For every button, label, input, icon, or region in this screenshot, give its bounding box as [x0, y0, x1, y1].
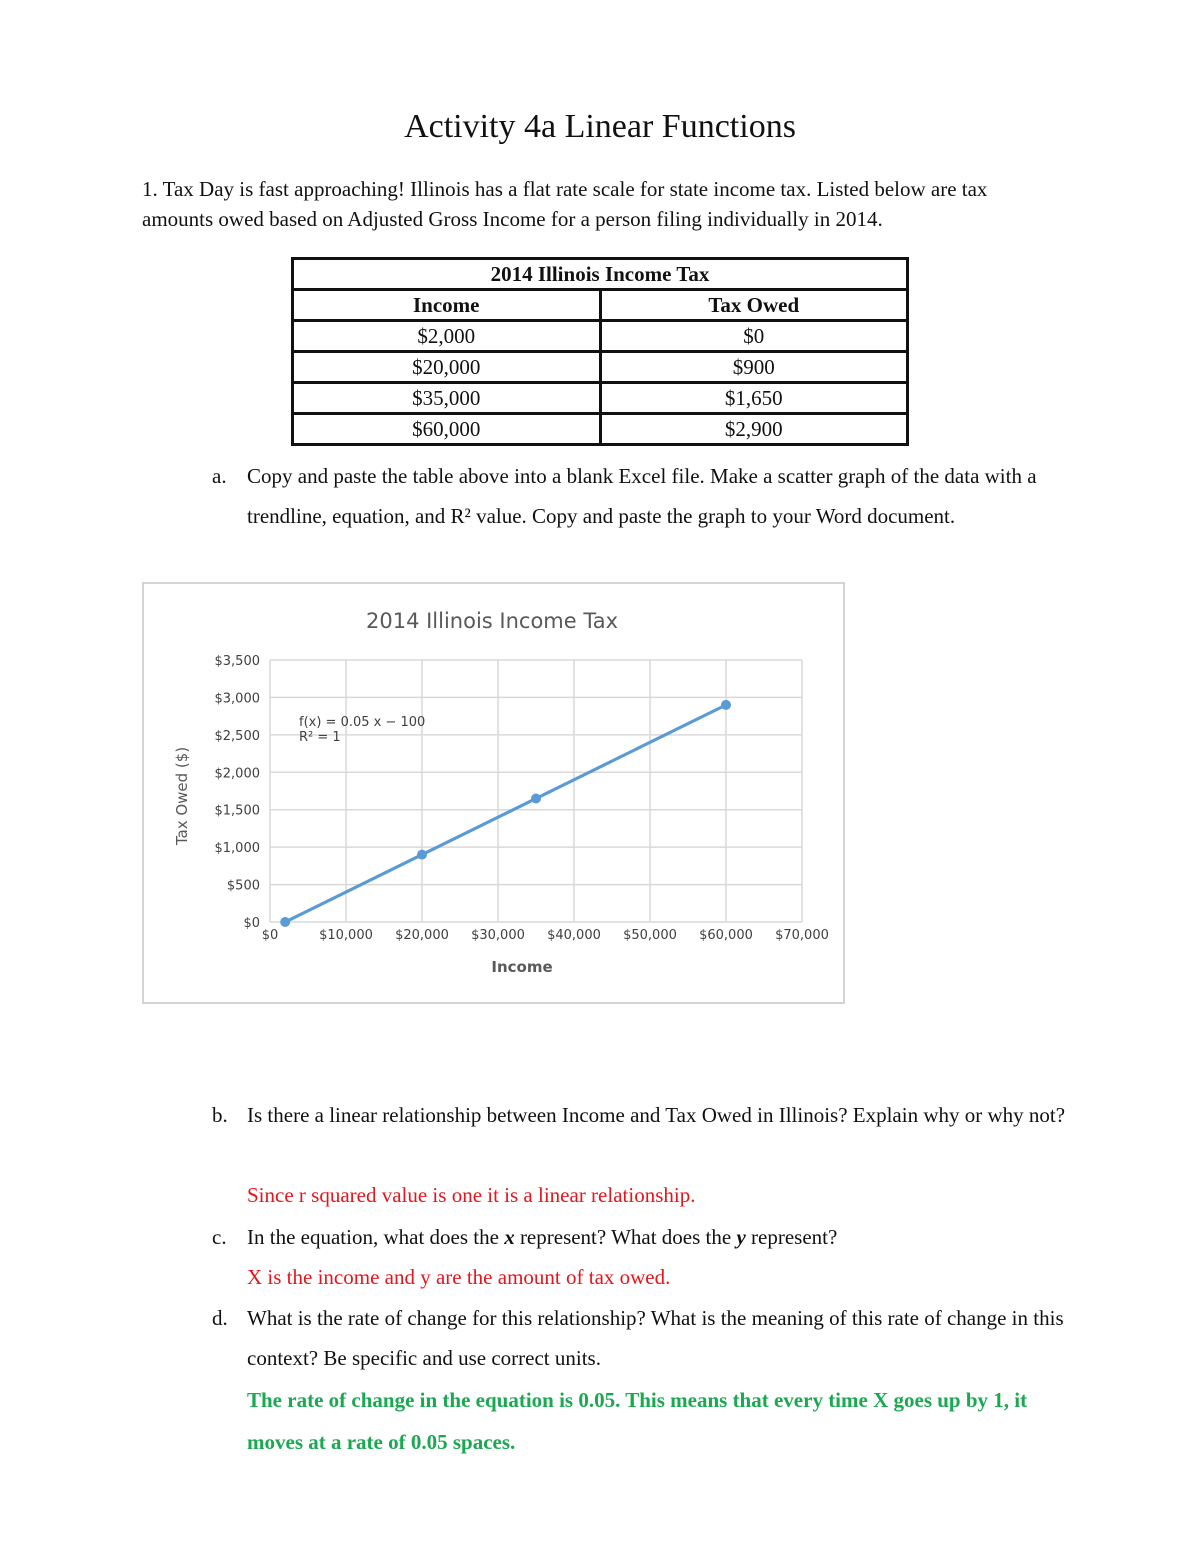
- table-cell: $1,650: [600, 383, 908, 414]
- table-row: [293, 321, 908, 352]
- table-cell: $60,000: [293, 414, 601, 445]
- chart-grid: [270, 660, 802, 922]
- y-tick-label: $1,500: [214, 803, 260, 819]
- table-cell: $35,000: [293, 383, 601, 414]
- x-tick-label: $10,000: [319, 928, 373, 943]
- question-c-text: [247, 1217, 1077, 1257]
- question-d-text: What is the rate of change for this relationship? What is the meaning of this rate of change in this context? Be specific and use correct units.: [247, 1306, 1064, 1370]
- data-point: [280, 917, 290, 927]
- y-tick-label: $3,000: [214, 691, 260, 707]
- x-tick-label: $0: [261, 928, 279, 943]
- y-axis-ticks: [215, 654, 261, 931]
- intro-paragraph: 1. Tax Day is fast approaching! Illinois has a flat rate scale for state income tax. Listed below are tax amounts owed based on Adjusted Gross Income for a person filing individually in 2014.: [142, 177, 988, 231]
- question-b-letter: b.: [212, 1103, 228, 1127]
- x-tick-label: $40,000: [547, 928, 601, 943]
- income-tax-table: [291, 257, 909, 446]
- x-axis-label: Income: [491, 958, 553, 976]
- question-c-part: represent? What does the: [514, 1225, 737, 1249]
- y-tick-label: $0: [243, 916, 260, 931]
- table-header-income: Income: [293, 290, 601, 321]
- question-c-part: In the equation, what does the: [247, 1225, 505, 1249]
- y-tick-label: $2,000: [214, 766, 260, 782]
- x-tick-label: $20,000: [395, 928, 449, 943]
- question-a-text: Copy and paste the table above into a blank Excel file. Make a scatter graph of the data with a trendline, equation, and R² value. Copy and paste the graph to your Word document.: [247, 464, 1037, 528]
- table-cell: $20,000: [293, 352, 601, 383]
- x-tick-label: $70,000: [775, 928, 829, 943]
- y-tick-label: $500: [226, 878, 260, 894]
- table-cell: $2,000: [293, 321, 601, 352]
- chart-container: [142, 582, 845, 1004]
- trendline-r2: R² = 1: [299, 730, 341, 745]
- y-tick-label: $2,500: [214, 728, 260, 744]
- page-title: Activity 4a Linear Functions: [404, 108, 796, 145]
- y-variable: y: [736, 1225, 746, 1249]
- chart-title: 2014 Illinois Income Tax: [365, 609, 619, 633]
- data-point: [721, 700, 731, 710]
- question-a-letter: a.: [212, 464, 227, 488]
- trendline-equation: f(x) = 0.05 x − 100: [299, 715, 426, 730]
- table-cell: $900: [600, 352, 908, 383]
- y-axis-label: Tax Owed ($): [173, 746, 191, 846]
- table-caption: 2014 Illinois Income Tax: [293, 259, 908, 290]
- question-d-letter: d.: [212, 1306, 228, 1330]
- question-c-letter: c.: [212, 1225, 227, 1249]
- answer-c: X is the income and y are the amount of tax owed.: [247, 1265, 671, 1289]
- y-tick-label: $1,000: [214, 841, 260, 857]
- x-tick-label: $30,000: [471, 928, 525, 943]
- table-row: [293, 414, 908, 445]
- series-line: [285, 705, 726, 922]
- y-tick-label: $3,500: [214, 654, 260, 669]
- x-variable: x: [504, 1225, 515, 1249]
- table-row: [293, 383, 908, 414]
- data-point: [531, 793, 541, 803]
- answer-d: The rate of change in the equation is 0.05. This means that every time X goes up by 1, it moves at a rate of 0.05 spaces.: [247, 1388, 1028, 1454]
- table-row: [293, 352, 908, 383]
- x-tick-label: $50,000: [623, 928, 677, 943]
- scatter-chart: [144, 584, 844, 1002]
- table-header-tax-owed: Tax Owed: [600, 290, 908, 321]
- answer-b: Since r squared value is one it is a linear relationship.: [247, 1183, 696, 1207]
- question-b-text: Is there a linear relationship between Income and Tax Owed in Illinois? Explain why or why not?: [247, 1103, 1066, 1127]
- table-cell: $0: [600, 321, 908, 352]
- x-axis-ticks: [262, 928, 829, 943]
- data-point: [417, 850, 427, 860]
- x-tick-label: $60,000: [699, 928, 753, 943]
- table-cell: $2,900: [600, 414, 908, 445]
- question-c-part: represent?: [745, 1225, 838, 1249]
